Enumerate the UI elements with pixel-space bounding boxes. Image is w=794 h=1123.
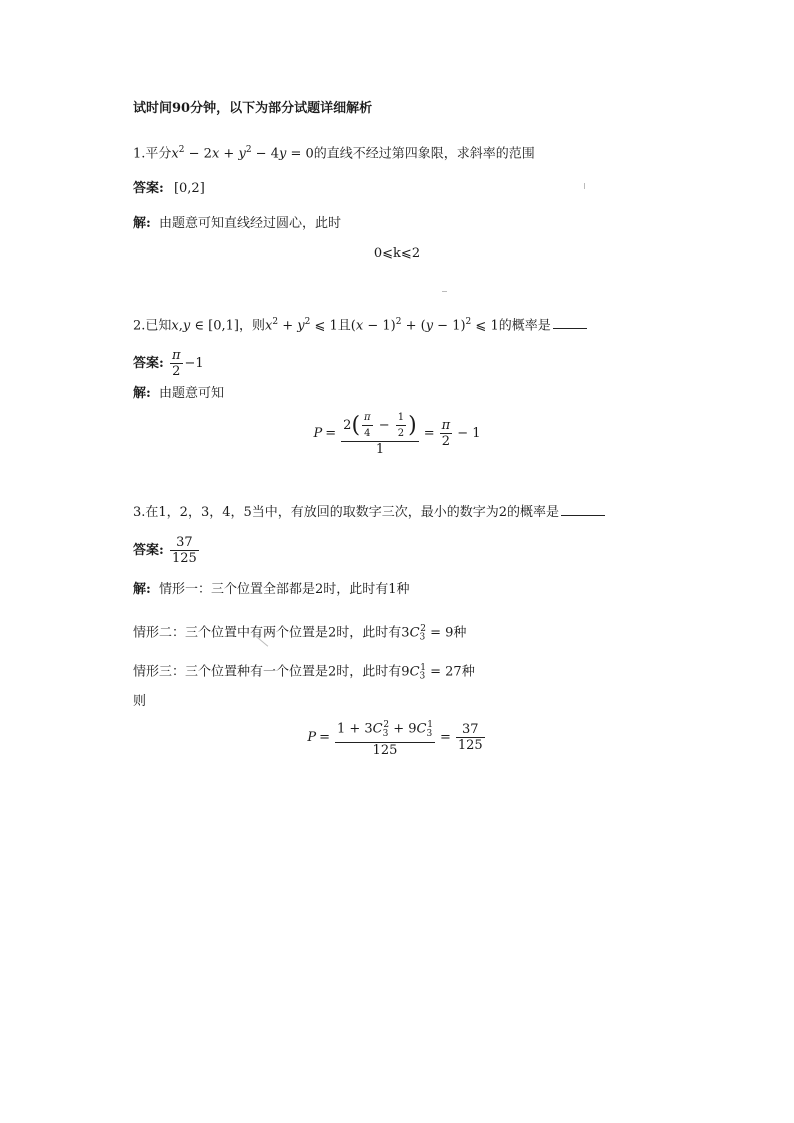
answer-3-label: 答案: <box>133 543 164 558</box>
scan-mark <box>584 183 585 189</box>
solution-3-case-2-text-a: 情形二：三个位置中有两个位置是2时，此时有 <box>133 625 402 641</box>
solution-3-case-1-text: 情形一：三个位置全部都是2时，此时有1种 <box>158 582 410 597</box>
question-2-text-d: 的概率是 <box>498 318 551 334</box>
solution-2 <box>133 385 224 403</box>
question-3-number: 3. <box>133 505 146 520</box>
answer-3-fraction: $\frac{37}{125}$ <box>171 535 197 566</box>
solution-2-big-fraction: 2( $\frac{\pi}{4}$ − $\frac{1}{2}$ ) 1 <box>343 412 417 457</box>
solution-3-case-2: 情形二：三个位置中有两个位置是2时，此时有$3C_3^2 = 9$种 <box>133 624 467 643</box>
answer-1-label: 答案: <box>133 181 164 196</box>
solution-3-case-1 <box>133 581 410 599</box>
question-1-equation: x <box>171 146 179 162</box>
solution-2-label: 解: <box>133 386 151 401</box>
answer-2-minus: −1 <box>184 356 204 371</box>
question-3-text: 在1，2，3，4，5当中，有放回的取数字三次，最小的数字为2的概率是 <box>145 505 560 520</box>
question-1-text-a: 平分 <box>145 146 172 162</box>
answer-2-label: 答案: <box>133 356 164 371</box>
solution-1-text: 由题意可知直线经过圆心，此时 <box>158 216 341 231</box>
question-3 <box>133 502 605 522</box>
solution-3-label: 解: <box>133 582 151 597</box>
question-1-text-b: 的直线不经过第四象限，求斜率的范围 <box>313 146 535 162</box>
question-3-answer-blank <box>561 502 605 516</box>
question-1: 1.平分$x^2 - 2x + y^2 - 4y = 0$的直线不经过第四象限，求斜率的范围 <box>133 145 535 162</box>
question-2-text-b: ，则 <box>238 318 265 334</box>
solution-3-formula: P = $\frac{1 + 3C_3^2 + 9C_3^1}{125}$ = $\frac{37}{125}$ <box>307 720 483 758</box>
solution-2-formula: P = 2( $\frac{\pi}{4}$ − $\frac{1}{2}$ ) 1 = $\frac{\pi}{2}$ − 1 <box>313 412 481 457</box>
solution-3-case-3-text-b: 种 <box>461 664 475 680</box>
question-2-text-a: 已知 <box>145 318 172 334</box>
answer-2-fraction: $\frac{\pi}{2}$ <box>171 348 181 379</box>
answer-2 <box>133 348 204 379</box>
question-2-number: 2. <box>133 318 146 334</box>
scan-mark <box>442 291 447 292</box>
document-header: 试时间90分钟，以下为部分试题详细解析 <box>133 101 373 116</box>
answer-1-value: [0,2] <box>173 181 205 196</box>
question-2-answer-blank <box>553 315 587 329</box>
solution-1-formula: 0⩽k⩽2 <box>373 246 421 261</box>
solution-3-case-2-text-b: 种 <box>453 625 467 641</box>
answer-1 <box>133 180 205 198</box>
solution-3-then: 则 <box>133 694 147 709</box>
solution-1-label: 解: <box>133 216 151 231</box>
question-2-text-c: 且 <box>337 318 351 334</box>
solution-2-text: 由题意可知 <box>158 386 224 401</box>
solution-3-case-3: 情形三：三个位置种有一个位置是2时，此时有$9C_3^1 = 27$种 <box>133 663 475 682</box>
solution-1 <box>133 215 341 233</box>
question-1-number: 1. <box>133 146 146 162</box>
solution-3-case-3-text-a: 情形三：三个位置种有一个位置是2时，此时有 <box>133 664 402 680</box>
answer-3 <box>133 535 201 566</box>
question-2: 2.已知x,y ∈ [0,1]，则$x^2 + y^2$ ⩽ 1且$(x - 1)^2 + (y - 1)^2$ ⩽ 1的概率是 <box>133 313 587 335</box>
